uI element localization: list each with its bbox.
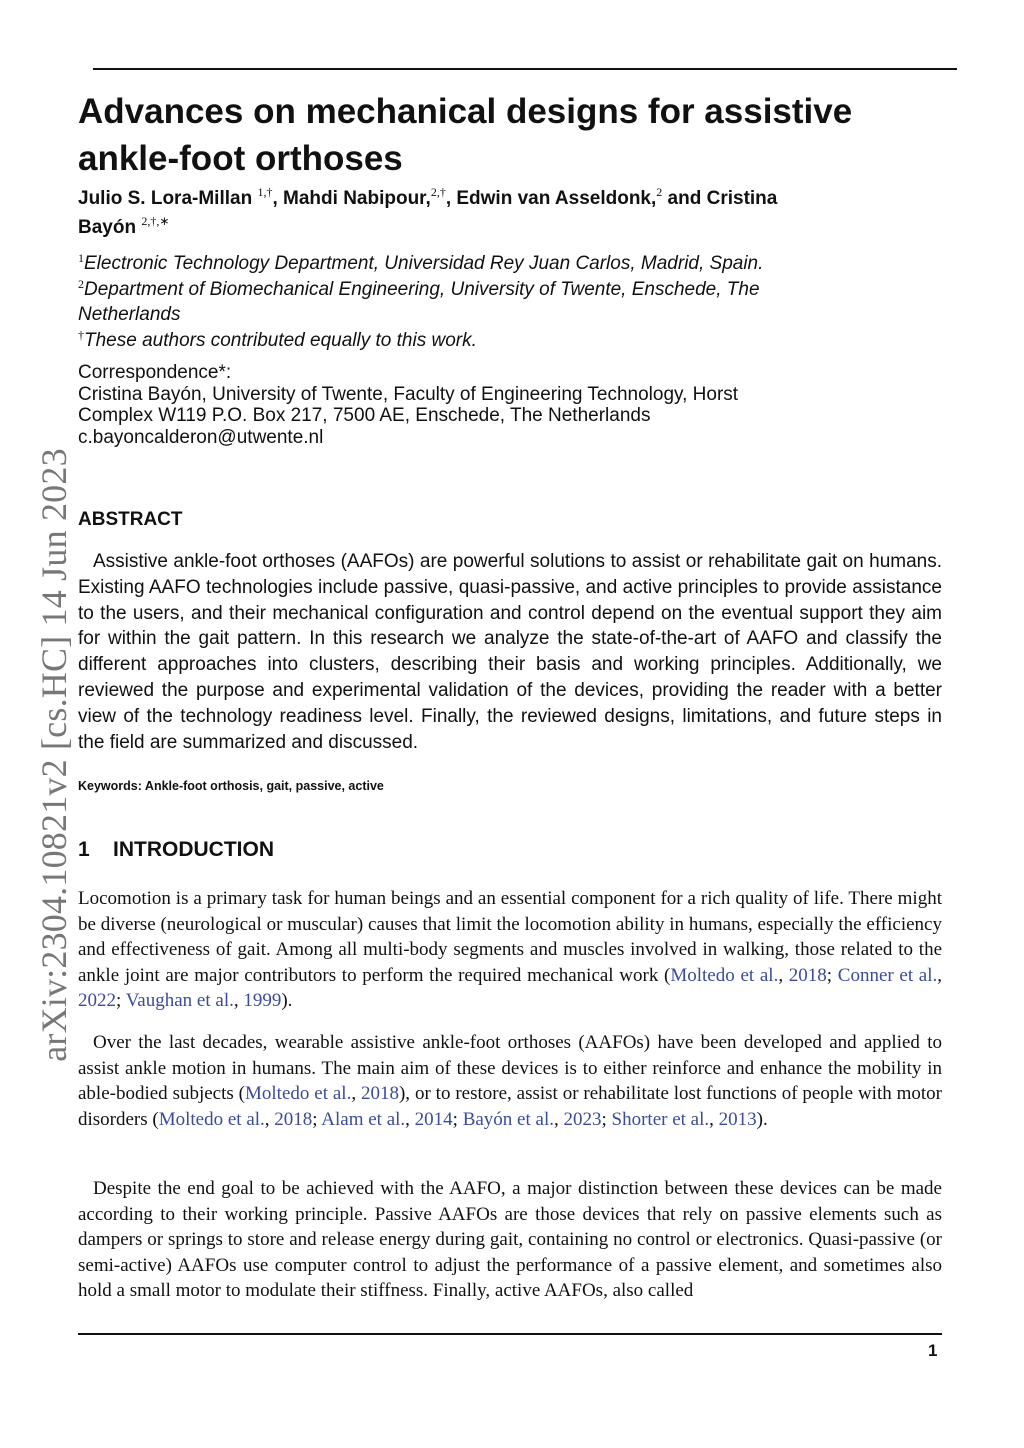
correspondence-email[interactable]: c.bayoncalderon@utwente.nl (78, 426, 324, 448)
citation-link[interactable]: 1999 (243, 990, 282, 1011)
author-affiliation-mark: 2 (656, 185, 663, 199)
affiliations (78, 251, 938, 353)
affiliation-2-cont: Netherlands (78, 304, 181, 325)
keywords: Keywords: Ankle-foot orthosis, gait, passive, active (78, 779, 384, 793)
author-name: , Mahdi Nabipour, (272, 188, 431, 209)
correspondence-label: Correspondence*: (78, 362, 232, 383)
paper-title (78, 88, 958, 182)
page-number: 1 (928, 1341, 938, 1360)
abstract-text: Assistive ankle-foot orthoses (AAFOs) are powerful solutions to assist or rehabilitate gait on humans. Existing AAFO technologies include passive, quasi-passive, and active principles to provide assistance to the users, and their mechanical configuration and control depend on the eventual support they aim for within the gait pattern. In this research we analyze the state-of-the-art of AAFO and classify the different approaches into clusters, describing their basis and working principles. Additionally, we reviewed the purpose and experimental validation of the devices, providing the reader with a better view of the technology readiness level. Finally, the reviewed designs, limitations, and future steps in the field are summarized and discussed. (78, 551, 942, 753)
citation-link[interactable]: 2018 (788, 964, 827, 986)
author-list (78, 184, 948, 242)
section-number: 1 (78, 838, 90, 861)
correspondence-address-1: Cristina Bayón, University of Twente, Faculty of Engineering Technology, Horst (78, 383, 739, 405)
citation-link[interactable]: 2018 (360, 1083, 399, 1104)
bottom-rule (78, 1333, 942, 1335)
correspondence (78, 362, 938, 448)
author-name: Julio S. Lora-Millan (78, 188, 253, 209)
citation-link[interactable]: Moltedo et al. (670, 964, 779, 986)
author-affiliation-mark: 2,†,∗ (141, 214, 170, 228)
citation-link[interactable]: 2023 (563, 1108, 602, 1130)
affiliation-2: $^2$Department of Biomechanical Engineering, University of Twente, Enschede, The (78, 276, 760, 300)
section-heading (78, 838, 274, 862)
intro-paragraph-3: Despite the end goal to be achieved with the AAFO, a major distinction between these devices can be made according to their working principle. Passive AAFOs are those devices that rely on passive elements such as dampers or springs to store and release energy during gait, containing no control or electronics. Quasi-passive (or semi-active) AAFOs use computer control to adjust the performance of a passive element, and sometimes also hold a small motor to modulate their stiffness. Finally, active AAFOs, also called (78, 1178, 942, 1301)
author-affiliation-mark: 2,† (430, 185, 446, 199)
abstract-heading: ABSTRACT (78, 509, 183, 530)
citation-link[interactable]: Bayón et al. (462, 1108, 554, 1130)
affiliation-1: $^1$Electronic Technology Department, Universidad Rey Juan Carlos, Madrid, Spain. (78, 251, 764, 274)
citation-link[interactable]: 2022 (78, 990, 116, 1011)
citation-link[interactable]: Moltedo et al. (158, 1108, 265, 1130)
author-name: and Cristina (662, 188, 778, 209)
section-title: INTRODUCTION (113, 838, 274, 861)
arxiv-identifier: arXiv:2304.10821v2 [cs.HC] 14 Jun 2023 (34, 448, 74, 1062)
intro-paragraph-2: Over the last decades, wearable assistive ankle-foot orthoses (AAFOs) have been developed and applied to assist ankle motion in humans. The main aim of these devices is to either reinforce and enhance the mobility in able-bodied subjects (Moltedo et al., 2018), or to restore, assist or rehabilitate lost functions of people with motor disorders (Moltedo et al., 2018; Alam et al., 2014; Bayón et al., 2023; Shorter et al., 2013). (78, 1032, 942, 1130)
author-name: , Edwin van Asseldonk, (445, 188, 657, 209)
citation-link[interactable]: Shorter et al. (611, 1108, 710, 1130)
title-line-2: ankle-foot orthoses (78, 139, 403, 178)
author-affiliation-mark: 1,† (257, 185, 273, 199)
citation-link[interactable]: Moltedo et al. (245, 1083, 352, 1104)
citation-link[interactable]: Conner et al. (837, 964, 938, 986)
citation-link[interactable]: 2018 (274, 1108, 313, 1130)
citation-link[interactable]: 2014 (414, 1108, 453, 1130)
citation-link[interactable]: 2013 (718, 1108, 757, 1130)
citation-link[interactable]: Alam et al. (321, 1108, 406, 1130)
title-line-1: Advances on mechanical designs for assistive (78, 92, 853, 131)
author-name: Bayón (78, 217, 137, 238)
equal-contribution-note: †These authors contributed equally to this work. (78, 327, 477, 351)
intro-paragraph-1: Locomotion is a primary task for human beings and an essential component for a rich quality of life. There might be diverse (neurological or muscular) causes that limit the locomotion ability in humans, especially the efficiency and effectiveness of gait. Among all multi-body segments and muscles involved in walking, those related to the ankle joint are major contributors to perform the required mechanical work (Moltedo et al., 2018; Conner et al., 2022; Vaughan et al., 1999). (78, 888, 943, 1011)
citation-link[interactable]: Vaughan et al. (125, 990, 234, 1011)
top-rule (93, 68, 957, 70)
correspondence-address-2: Complex W119 P.O. Box 217, 7500 AE, Enschede, The Netherlands (78, 405, 651, 426)
